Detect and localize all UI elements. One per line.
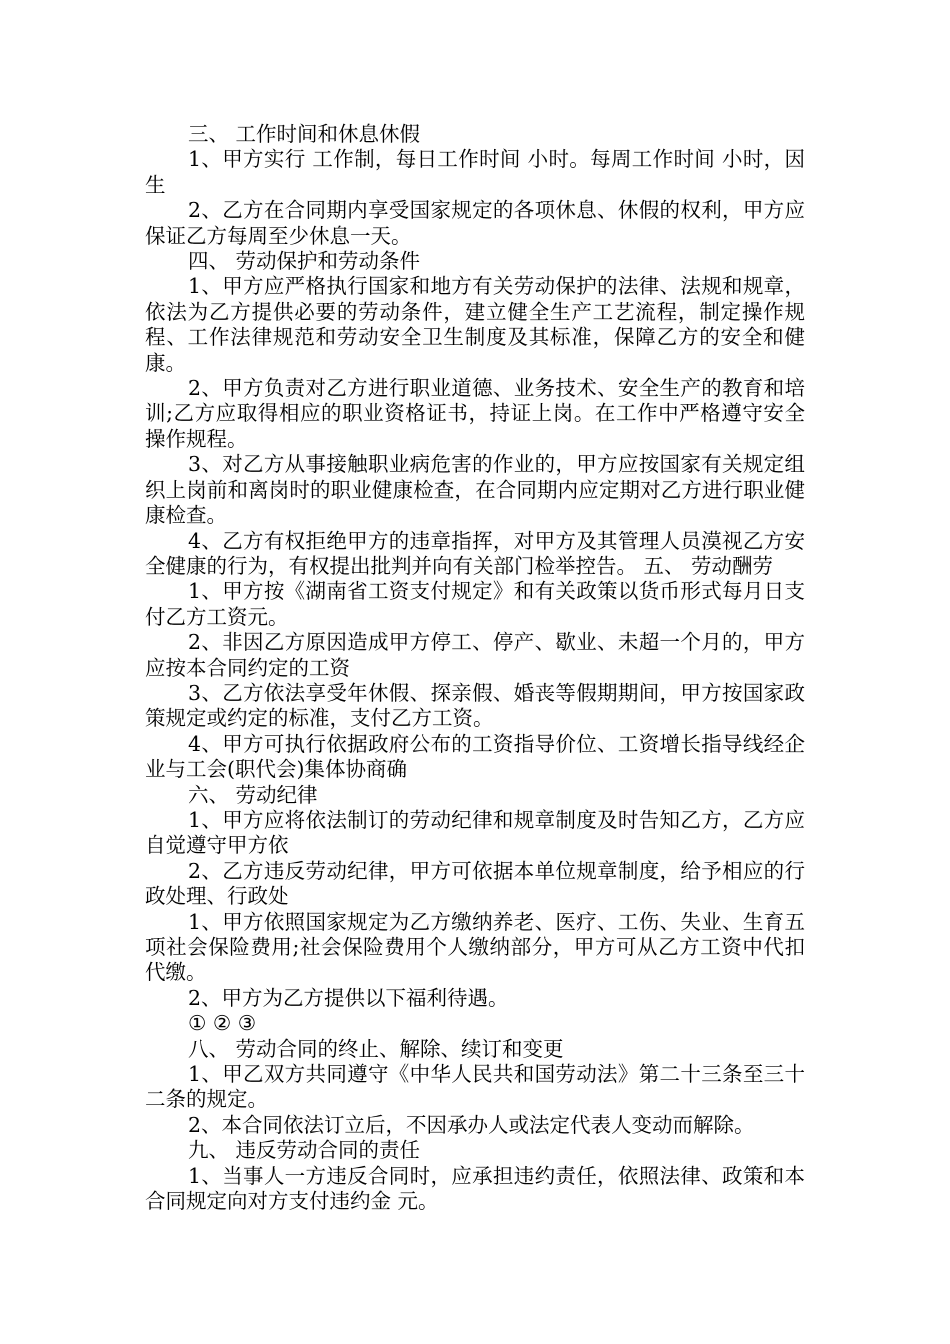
paragraph: 4、甲方可执行依据政府公布的工资指导价位、工资增长指导线经企业与工会(职代会)集体协商确 [145,731,805,782]
paragraph: 2、乙方违反劳动纪律，甲方可依据本单位规章制度，给予相应的行政处理、行政处 [145,858,805,909]
paragraph: 3、对乙方从事接触职业病危害的作业的，甲方应按国家有关规定组织上岗前和离岗时的职业健康检查，在合同期内应定期对乙方进行职业健康检查。 [145,452,805,528]
paragraph: 1、甲方按《湖南省工资支付规定》和有关政策以货币形式每月日支付乙方工资元。 [145,579,805,629]
paragraph: 2、甲方负责对乙方进行职业道德、业务技术、安全生产的教育和培训;乙方应取得相应的职业资格证书，持证上岗。在工作中严格遵守安全操作规程。 [145,376,805,451]
section-heading-4: 四、 劳动保护和劳动条件 [188,249,421,274]
paragraph: 2、甲方为乙方提供以下福利待遇。 [188,985,509,1010]
section-heading-6: 六、 劳动纪律 [188,782,318,807]
paragraph: 1、甲方实行 工作制，每日工作时间 小时。每周工作时间 小时，因生 [145,147,805,197]
paragraph: 1、甲乙双方共同遵守《中华人民共和国劳动法》第二十三条至三十二条的规定。 [145,1062,805,1112]
paragraph: 1、当事人一方违反合同时，应承担违约责任，依照法律、政策和本合同规定向对方支付违约金 元。 [145,1163,805,1214]
document-body [145,122,805,1214]
paragraph: 2、乙方在合同期内享受国家规定的各项休息、休假的权利，甲方应保证乙方每周至少休息一天。 [145,198,805,248]
paragraph: 3、乙方依法享受年休假、探亲假、婚丧等假期期间，甲方按国家政策规定或约定的标准，支付乙方工资。 [145,680,805,731]
paragraph: 1、甲方应严格执行国家和地方有关劳动保护的法律、法规和规章，依法为乙方提供必要的劳动条件，建立健全生产工艺流程，制定操作规程、工作法律规范和劳动安全卫生制度及其标准，保障乙方的安全和健康。 [145,274,805,375]
section-heading-9: 九、 违反劳动合同的责任 [188,1138,421,1163]
section-heading-3: 三、 工作时间和休息休假 [188,122,421,146]
section-heading-8: 八、 劳动合同的终止、解除、续订和变更 [188,1036,564,1061]
paragraph: 1、甲方依照国家规定为乙方缴纳养老、医疗、工伤、失业、生育五项社会保险费用;社会保险费用个人缴纳部分，甲方可从乙方工资中代扣代缴。 [145,909,805,985]
paragraph: 2、非因乙方原因造成甲方停工、停产、歇业、未超一个月的，甲方应按本合同约定的工资 [145,630,805,680]
paragraph: 2、本合同依法订立后，不因承办人或法定代表人变动而解除。 [188,1112,755,1137]
paragraph: 1、甲方应将依法制订的劳动纪律和规章制度及时告知乙方，乙方应自觉遵守甲方依 [145,807,805,858]
paragraph: 4、乙方有权拒绝甲方的违章指挥，对甲方及其管理人员漠视乙方安全健康的行为，有权提出批判并向有关部门检举控告。 五、 劳动酬劳 [145,528,805,578]
paragraph: ① ② ③ [188,1011,257,1036]
